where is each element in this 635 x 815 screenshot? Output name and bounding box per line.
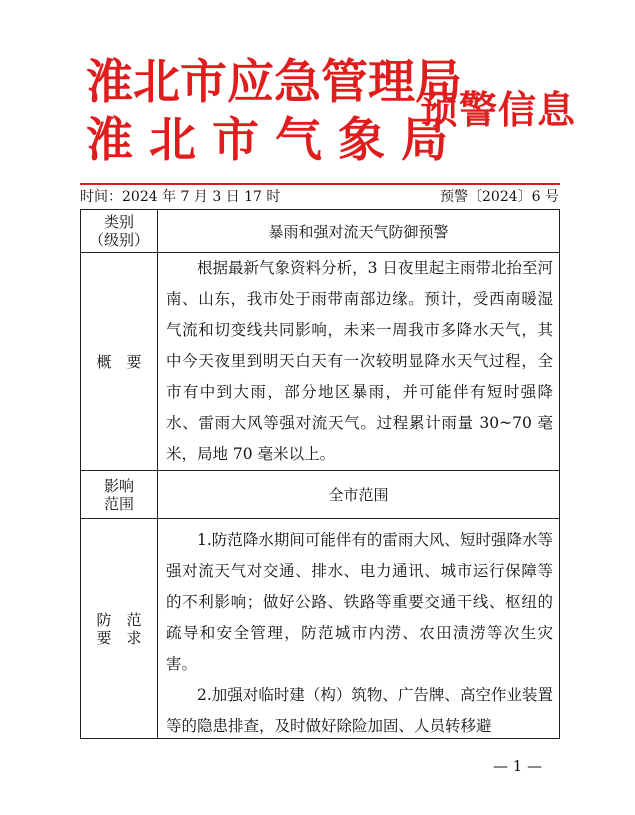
requirements-label-cell [81,519,158,739]
summary-cell [158,253,560,471]
header-divider [80,183,560,185]
summary-label-cell [81,253,158,471]
table-row [81,253,560,471]
scope-label-line2: 范围 [103,494,134,513]
scope-value: 全市范围 [158,471,560,519]
requirements-label-line2: 要 求 [96,628,142,647]
document-kind: 预警信息 [420,87,577,132]
requirements-content [158,519,559,737]
scope-label-line1: 影响 [103,476,134,495]
category-label-cell [81,210,158,253]
level-label: （级别） [88,231,149,249]
requirements-cell [158,519,560,739]
requirement-item-2: 2.加强对临时建（构）筑物、广告牌、高空作业装置等的隐患排查，及时做好除险加固、人员转移避 [166,686,553,735]
table-row [81,210,560,253]
category-label: 类别 [103,213,134,231]
summary-text: 根据最新气象资料分析，3 日夜里起主雨带北抬至河南、山东，我市处于雨带南部边缘。预计，受西南暖湿气流和切变线共同影响，未来一周我市多降水天气，其中今天夜里到明天白天有一次较明显降水天气过程，全市有中到大雨，部分地区暴雨，并可能伴有短时强降水、雷雨大风等强对流天气。过程累计雨量 30~70 毫米，局地 70 毫米以上。 [166,259,553,463]
requirements-label-line1: 防 范 [96,610,142,629]
scope-label-cell [81,471,158,519]
summary-label: 概 要 [96,352,142,371]
document-number: 预警〔2024〕6 号 [440,189,559,205]
table-row [81,471,560,519]
issue-time: 时间：2024 年 7 月 3 日 17 时 [80,189,281,205]
org-name-weather-bureau: 淮北市气象局 [86,113,464,168]
table-row [81,519,560,739]
org-name-emergency-bureau: 淮北市应急管理局 [86,55,462,110]
page-number: — 1 — [493,757,543,775]
warning-table [80,209,560,739]
document-header [86,55,577,176]
requirement-item-1: 1.防范降水期间可能伴有的雷雨大风、短时强降水等强对流天气对交通、排水、电力通讯、城市运行保障等的不利影响；做好公路、铁路等重要交通干线、枢纽的疏导和安全管理，防范城市内涝、农田渍涝等次生灾害。 [166,531,553,673]
category-value: 暴雨和强对流天气防御预警 [158,210,560,253]
